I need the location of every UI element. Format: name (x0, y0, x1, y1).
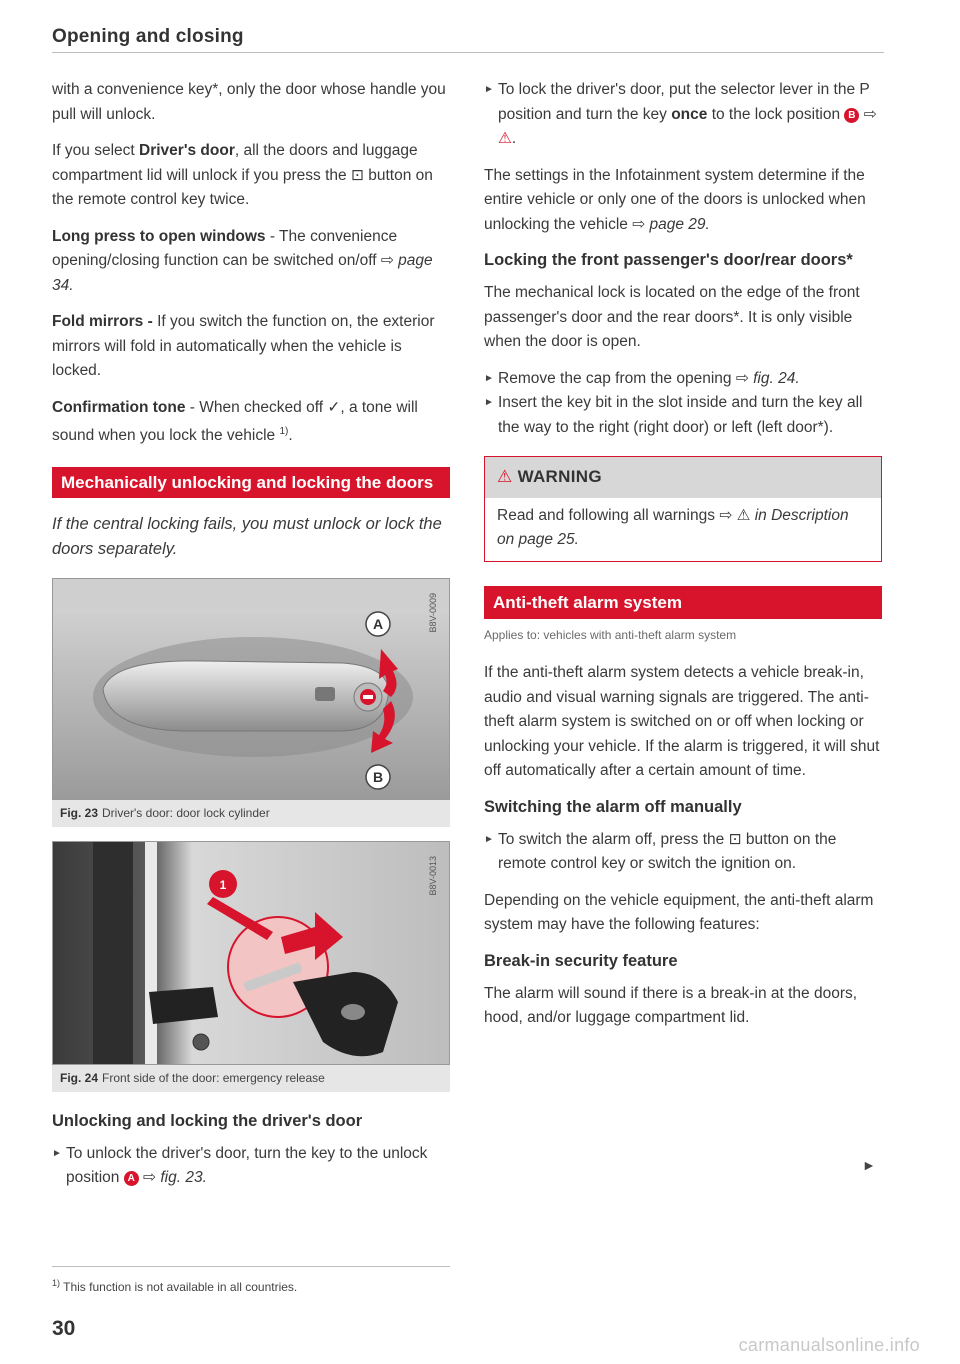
applies-to-note: Applies to: vehicles with anti-theft alarm system (484, 627, 737, 642)
list-item: ► Insert the key bit in the slot inside and turn the key all the way to the right (right door) or left (left door*). (484, 391, 882, 440)
list-item: ► To unlock the driver's door, turn the key to the unlock position A ⇨ fig. 23. (52, 1142, 450, 1191)
lock-button-icon: ⊡ (728, 830, 742, 848)
right-column (484, 78, 882, 1043)
paragraph: If the anti-theft alarm system detects a vehicle break-in, audio and visual warning signals are triggered. The anti-theft alarm system is switched on or off when locking or unlocking your vehicle. If the alarm is triggered, it will shut off automatically after a certain amount of time. (484, 664, 880, 779)
position-b-icon: B (844, 108, 859, 123)
instruction-list (484, 78, 882, 152)
instruction-list (484, 367, 882, 441)
figure-reference[interactable]: ⇨ fig. 24. (735, 369, 800, 387)
warning-box (484, 456, 882, 562)
door-handle-illustration (53, 579, 450, 800)
paragraph: If you select Driver's door, all the doors and luggage compartment lid will unlock if you press the ⊡ button on the remote control key twice. (52, 142, 433, 208)
figure-code: B8V-0013 (427, 855, 438, 896)
section-intro: If the central locking fails, you must unlock or lock the doors separately. (52, 514, 442, 558)
unlock-button-icon: ⊡ (350, 166, 364, 184)
warning-body: Read and following all warnings ⇨ ⚠ in Description on page 25. (497, 506, 849, 548)
paragraph: Long press to open windows - The convenience opening/closing function can be switched on/off ⇨ page 34. (52, 227, 433, 294)
instruction-list (52, 1142, 450, 1191)
paragraph: The settings in the Infotainment system determine if the entire vehicle or only one of the doors is unlocked when unlocking the vehicle ⇨ page 29. (484, 166, 866, 233)
list-item: ► To switch the alarm off, press the ⊡ button on the remote control key or switch the ignition on. (484, 828, 882, 877)
left-column (52, 78, 450, 1203)
subheading: Switching the alarm off manually (484, 797, 742, 816)
paragraph: Depending on the vehicle equipment, the anti-theft alarm system may have the following features: (484, 891, 874, 933)
footnote-mark: 1) (279, 426, 289, 437)
continue-arrow-icon: ► (862, 1157, 876, 1173)
position-a-icon: A (124, 1171, 139, 1186)
figure-code: B8V-0009 (427, 592, 438, 633)
paragraph: Fold mirrors - If you switch the function on, the exterior mirrors will fold in automatically when the vehicle is locked. (52, 313, 435, 379)
instruction-list (484, 828, 882, 877)
figure-caption: Fig. 23 Driver's door: door lock cylinder (52, 800, 450, 827)
paragraph: The alarm will sound if there is a break-in at the doors, hood, and/or luggage compartment lid. (484, 984, 858, 1026)
warning-header: ⚠ WARNING (485, 457, 881, 498)
page-reference[interactable]: ⇨ page 34. (52, 252, 433, 294)
warning-triangle-icon: ⚠ (497, 467, 513, 486)
footnote-divider (52, 1266, 450, 1267)
header-divider (52, 52, 884, 53)
figure-23-image (52, 578, 450, 800)
page-number: 30 (52, 1317, 76, 1340)
subheading: Unlocking and locking the driver's door (52, 1111, 363, 1130)
warning-triangle-icon: ⚠ (498, 130, 512, 147)
figure-reference[interactable]: ⇨ fig. 23. (143, 1169, 207, 1187)
page-header (52, 26, 884, 48)
page-title: Opening and closing (52, 26, 244, 47)
marker-a: A (372, 615, 384, 632)
marker-b: B (372, 768, 384, 785)
watermark: carmanualsonline.info (738, 1335, 920, 1355)
page-reference[interactable]: ⇨ page 29. (632, 215, 710, 233)
paragraph: with a convenience key*, only the door whose handle you pull will unlock. (52, 81, 446, 123)
paragraph: The mechanical lock is located on the edge of the front passenger's door and the rear doors*. It is only visible when the door is open. (484, 284, 860, 350)
subheading: Locking the front passenger's door/rear doors* (484, 251, 853, 269)
marker-1: 1 (219, 877, 227, 892)
list-item: ► To lock the driver's door, put the selector lever in the P position and turn the key once to the lock position B ⇨ ⚠. (484, 78, 882, 152)
figure-24-image (52, 841, 450, 1065)
footnote: $^{1)}$ This function is not available in all countries. (52, 1278, 298, 1294)
subheading: Break-in security feature (484, 951, 678, 970)
door-edge-illustration (53, 842, 450, 1065)
section-heading: Anti-theft alarm system (484, 586, 882, 619)
list-item: ► Remove the cap from the opening ⇨ fig. 24. (484, 367, 882, 392)
section-heading: Mechanically unlocking and locking the doors (52, 467, 450, 498)
paragraph: Confirmation tone - When checked off ✓, a tone will sound when you lock the vehicle $^{1)}$. (52, 398, 418, 445)
figure-caption: Fig. 24 Front side of the door: emergency release (52, 1065, 450, 1092)
page-reference[interactable]: ⇨ ⚠ in Description on page 25. (497, 506, 849, 548)
